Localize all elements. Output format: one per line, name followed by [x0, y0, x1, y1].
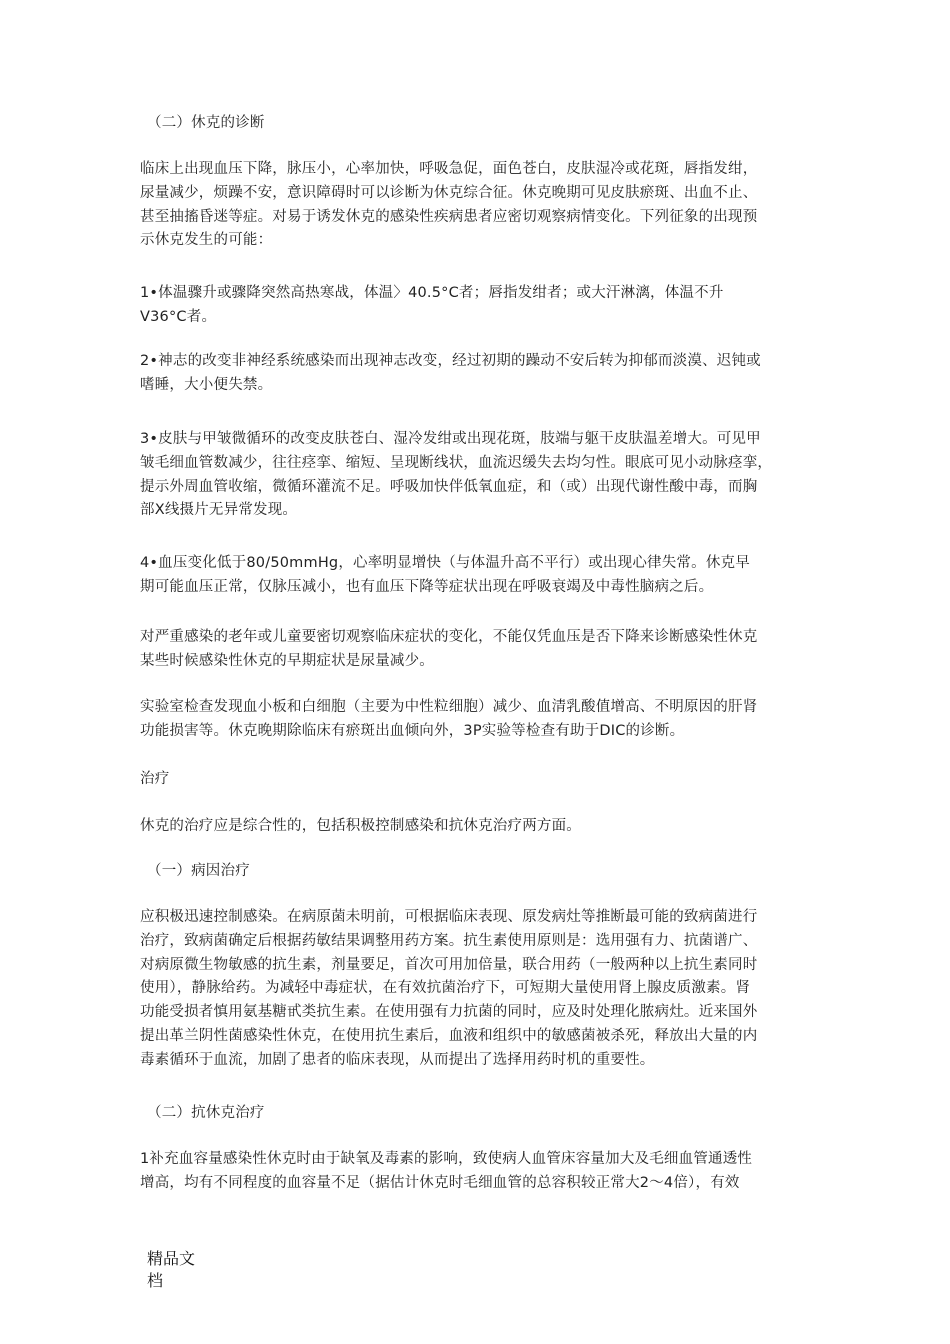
- text-line: 对严重感染的老年或儿童要密切观察临床症状的变化，不能仅凭血压是否下降来诊断感染性休克: [140, 629, 758, 645]
- text-line: 部X线摄片无异常发现。: [140, 502, 298, 519]
- text-line: 提出革兰阴性菌感染性休克，在使用抗生素后，血液和组织中的敏感菌被杀死，释放出大量的内: [140, 1027, 758, 1044]
- text-line: V36°C者。: [140, 308, 217, 325]
- text-line: 功能损害等。休克晚期除临床有瘀斑出血倾向外，3P实验等检查有助于DIC的诊断。: [140, 722, 685, 739]
- text-line: 功能受损者慎用氨基糖甙类抗生素。在使用强有力抗菌的同时，应及时处理化脓病灶。近来国外: [140, 1004, 758, 1021]
- sign-3-paragraph: [140, 428, 820, 523]
- text-line: 期可能血压正常，仅脉压减小，也有血压下降等症状出现在呼吸衰竭及中毒性脑病之后。: [140, 578, 714, 595]
- section-heading-etiology: （一）病因治疗: [147, 863, 250, 879]
- antishock-paragraph: [140, 1148, 820, 1196]
- text-line: 4•血压变化低于80/50mmHg，心率明显增快（与体温升高不平行）或出现心律失常。休克早: [140, 555, 750, 571]
- footer-line: 档: [147, 1271, 164, 1290]
- text-line: 对病原微生物敏感的抗生素，剂量要足，首次可用加倍量，联合用药（一般两种以上抗生素同时: [140, 956, 758, 973]
- section-heading-diagnosis: （二）休克的诊断: [147, 115, 265, 131]
- lab-findings-paragraph: [140, 696, 820, 744]
- diagnosis-paragraph: [140, 158, 820, 253]
- sign-4-paragraph: [140, 552, 820, 600]
- sign-2-paragraph: [140, 350, 820, 398]
- elderly-children-note: [140, 626, 820, 674]
- footer-watermark: [147, 1248, 227, 1292]
- text-line: 增高，均有不同程度的血容量不足（据估计休克时毛细血管的总容积较正常大2〜4倍），有效: [140, 1174, 740, 1191]
- text-line: 提示外周血管收缩，微循环灌流不足。呼吸加快伴低氧血症，和（或）出现代谢性酸中毒，而胸: [140, 478, 758, 495]
- text-line: 1•体温骤升或骤降突然高热寒战，体温〉40.5°C者；唇指发绀者；或大汗淋漓，体温不升: [140, 285, 724, 301]
- section-heading-treatment: 治疗: [140, 771, 170, 787]
- text-line: 甚至抽搐昏迷等症。对易于诱发休克的感染性疾病患者应密切观察病情变化。下列征象的出现预: [140, 208, 758, 225]
- text-line: 嗜睡，大小便失禁。: [140, 376, 273, 393]
- text-line: 2•神志的改变非神经系统感染而出现神志改变，经过初期的躁动不安后转为抑郁而淡漠、迟钝或: [140, 353, 761, 369]
- footer-line: 精品文: [147, 1249, 196, 1268]
- text-line: 示休克发生的可能：: [140, 232, 273, 249]
- etiology-paragraph: [140, 906, 820, 1073]
- text-line: 1补充血容量感染性休克时由于缺氧及毒素的影响，致使病人血管床容量加大及毛细血管通透性: [140, 1151, 753, 1167]
- text-line: 实验室检查发现血小板和白细胞（主要为中性粒细胞）减少、血清乳酸值增高、不明原因的肝肾: [140, 699, 758, 715]
- section-heading-antishock: （二）抗休克治疗: [147, 1105, 265, 1121]
- text-line: 皱毛细血管数减少，往往痉挛、缩短、呈现断线状，血流迟缓失去均匀性。眼底可见小动脉痉挛，: [140, 454, 773, 471]
- sign-1-paragraph: [140, 282, 820, 330]
- text-line: 治疗，致病菌确定后根据药敏结果调整用药方案。抗生素使用原则是：选用强有力、抗菌谱广、: [140, 932, 758, 949]
- treatment-intro: 休克的治疗应是综合性的，包括积极控制感染和抗休克治疗两方面。: [140, 818, 581, 834]
- text-line: 3•皮肤与甲皱微循环的改变皮肤苍白、湿冷发绀或出现花斑，肢端与躯干皮肤温差增大。可见甲: [140, 431, 761, 447]
- text-line: 应积极迅速控制感染。在病原菌未明前，可根据临床表现、原发病灶等推断最可能的致病菌进行: [140, 909, 758, 925]
- text-line: 临床上出现血压下降，脉压小，心率加快，呼吸急促，面色苍白，皮肤湿冷或花斑，唇指发绀，: [140, 161, 758, 177]
- text-line: 毒素循环于血流，加剧了患者的临床表现，从而提出了选择用药时机的重要性。: [140, 1051, 655, 1068]
- text-line: 使用），静脉给药。为减轻中毒症状，在有效抗菌治疗下，可短期大量使用肾上腺皮质激素。肾: [140, 980, 751, 997]
- text-line: 尿量减少，烦躁不安，意识障碍时可以诊断为休克综合征。休克晚期可见皮肤瘀斑、出血不止、: [140, 184, 758, 201]
- text-line: 某些时候感染性休克的早期症状是尿量减少。: [140, 652, 434, 669]
